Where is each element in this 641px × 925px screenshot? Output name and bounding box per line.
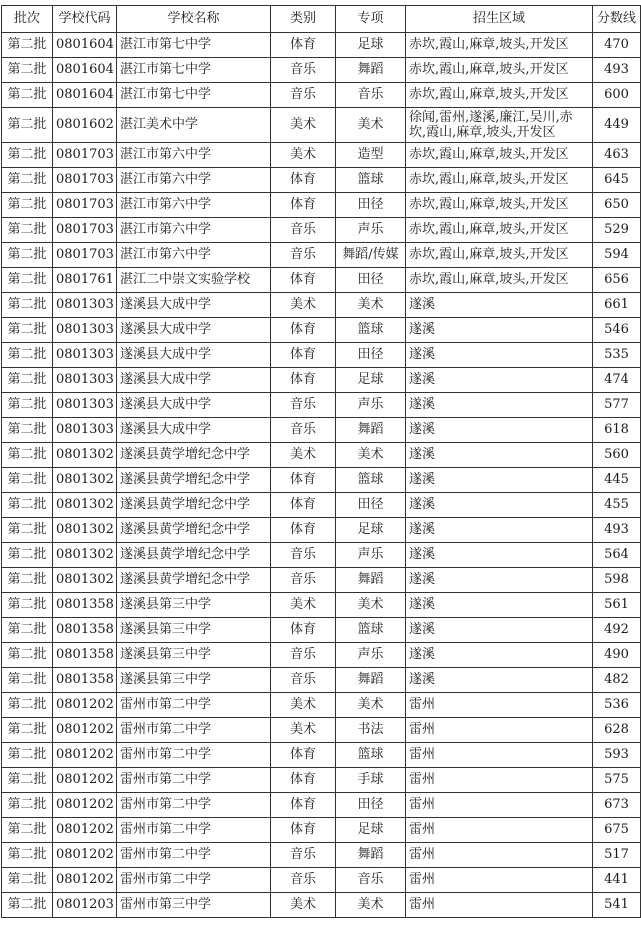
- category-cell: 音乐: [271, 83, 336, 108]
- specialty-cell: 足球: [336, 818, 406, 843]
- school-code-cell: 0801358: [53, 593, 117, 618]
- enrollment-area-cell: 遂溪: [406, 418, 593, 443]
- school-name-cell: 雷州市第三中学: [117, 893, 271, 918]
- score-line-cell: 656: [593, 268, 641, 293]
- batch-cell: 第二批: [2, 718, 53, 743]
- score-line-cell: 564: [593, 543, 641, 568]
- enrollment-area-cell: 遂溪: [406, 393, 593, 418]
- category-cell: 体育: [271, 493, 336, 518]
- category-cell: 美术: [271, 143, 336, 168]
- school-code-cell: 0801604: [53, 58, 117, 83]
- school-code-cell: 0801302: [53, 568, 117, 593]
- category-cell: 音乐: [271, 393, 336, 418]
- table-row: [2, 893, 641, 918]
- category-cell: 美术: [271, 693, 336, 718]
- enrollment-area-cell: 赤坎,霞山,麻章,坡头,开发区: [406, 33, 593, 58]
- header-score-line: 分数线: [593, 6, 641, 33]
- batch-cell: 第二批: [2, 793, 53, 818]
- category-cell: 体育: [271, 268, 336, 293]
- table-row: [2, 818, 641, 843]
- school-code-cell: 0801302: [53, 493, 117, 518]
- category-cell: 美术: [271, 893, 336, 918]
- school-name-cell: 遂溪县黄学增纪念中学: [117, 493, 271, 518]
- specialty-cell: 舞蹈: [336, 843, 406, 868]
- category-cell: 音乐: [271, 668, 336, 693]
- score-line-cell: 455: [593, 493, 641, 518]
- table-row: [2, 793, 641, 818]
- specialty-cell: 田径: [336, 493, 406, 518]
- score-line-cell: 536: [593, 693, 641, 718]
- table-row: [2, 718, 641, 743]
- specialty-cell: 舞蹈: [336, 568, 406, 593]
- score-line-cell: 577: [593, 393, 641, 418]
- score-line-cell: 645: [593, 168, 641, 193]
- enrollment-area-cell: 赤坎,霞山,麻章,坡头,开发区: [406, 58, 593, 83]
- enrollment-area-cell: 遂溪: [406, 643, 593, 668]
- enrollment-area-cell: 赤坎,霞山,麻章,坡头,开发区: [406, 268, 593, 293]
- batch-cell: 第二批: [2, 58, 53, 83]
- school-name-cell: 遂溪县黄学增纪念中学: [117, 568, 271, 593]
- table-row: [2, 218, 641, 243]
- score-line-cell: 546: [593, 318, 641, 343]
- batch-cell: 第二批: [2, 568, 53, 593]
- school-code-cell: 0801604: [53, 83, 117, 108]
- specialty-cell: 田径: [336, 193, 406, 218]
- score-line-cell: 661: [593, 293, 641, 318]
- table-row: [2, 293, 641, 318]
- category-cell: 体育: [271, 743, 336, 768]
- batch-cell: 第二批: [2, 443, 53, 468]
- enrollment-area-cell: 赤坎,霞山,麻章,坡头,开发区: [406, 243, 593, 268]
- category-cell: 音乐: [271, 643, 336, 668]
- batch-cell: 第二批: [2, 268, 53, 293]
- school-code-cell: 0801202: [53, 718, 117, 743]
- table-row: [2, 243, 641, 268]
- score-line-cell: 673: [593, 793, 641, 818]
- table-row: [2, 368, 641, 393]
- school-name-cell: 雷州市第二中学: [117, 743, 271, 768]
- specialty-cell: 篮球: [336, 318, 406, 343]
- school-code-cell: 0801303: [53, 293, 117, 318]
- score-line-cell: 492: [593, 618, 641, 643]
- enrollment-area-cell: 雷州: [406, 743, 593, 768]
- score-line-cell: 600: [593, 83, 641, 108]
- specialty-cell: 舞蹈: [336, 668, 406, 693]
- table-row: [2, 58, 641, 83]
- category-cell: 体育: [271, 193, 336, 218]
- table-row: [2, 568, 641, 593]
- specialty-cell: 篮球: [336, 618, 406, 643]
- table-row: [2, 843, 641, 868]
- enrollment-area-cell: 赤坎,霞山,麻章,坡头,开发区: [406, 218, 593, 243]
- batch-cell: 第二批: [2, 83, 53, 108]
- category-cell: 美术: [271, 293, 336, 318]
- specialty-cell: 音乐: [336, 83, 406, 108]
- category-cell: 体育: [271, 768, 336, 793]
- table-row: [2, 493, 641, 518]
- score-line-cell: 517: [593, 843, 641, 868]
- specialty-cell: 篮球: [336, 168, 406, 193]
- score-line-cell: 628: [593, 718, 641, 743]
- specialty-cell: 舞蹈: [336, 418, 406, 443]
- batch-cell: 第二批: [2, 743, 53, 768]
- school-code-cell: 0801302: [53, 443, 117, 468]
- score-line-cell: 575: [593, 768, 641, 793]
- school-name-cell: 遂溪县黄学增纪念中学: [117, 468, 271, 493]
- school-name-cell: 雷州市第二中学: [117, 818, 271, 843]
- school-code-cell: 0801202: [53, 793, 117, 818]
- school-name-cell: 遂溪县黄学增纪念中学: [117, 443, 271, 468]
- category-cell: 体育: [271, 168, 336, 193]
- specialty-cell: 书法: [336, 718, 406, 743]
- batch-cell: 第二批: [2, 693, 53, 718]
- enrollment-area-cell: 雷州: [406, 693, 593, 718]
- specialty-cell: 舞蹈/传媒: [336, 243, 406, 268]
- school-code-cell: 0801203: [53, 893, 117, 918]
- table-row: [2, 418, 641, 443]
- school-name-cell: 雷州市第二中学: [117, 768, 271, 793]
- category-cell: 体育: [271, 343, 336, 368]
- admission-score-table: [1, 5, 641, 918]
- table-row: [2, 593, 641, 618]
- specialty-cell: 足球: [336, 368, 406, 393]
- specialty-cell: 美术: [336, 443, 406, 468]
- table-row: [2, 643, 641, 668]
- school-name-cell: 湛江市第七中学: [117, 33, 271, 58]
- school-name-cell: 遂溪县大成中学: [117, 293, 271, 318]
- score-line-cell: 593: [593, 743, 641, 768]
- table-row: [2, 693, 641, 718]
- specialty-cell: 造型: [336, 143, 406, 168]
- category-cell: 美术: [271, 718, 336, 743]
- school-code-cell: 0801761: [53, 268, 117, 293]
- score-line-cell: 441: [593, 868, 641, 893]
- score-line-cell: 449: [593, 108, 641, 143]
- school-code-cell: 0801303: [53, 318, 117, 343]
- school-name-cell: 湛江市第七中学: [117, 58, 271, 83]
- table-row: [2, 83, 641, 108]
- enrollment-area-cell: 遂溪: [406, 293, 593, 318]
- category-cell: 音乐: [271, 58, 336, 83]
- enrollment-area-cell: 遂溪: [406, 468, 593, 493]
- table-row: [2, 743, 641, 768]
- score-line-cell: 535: [593, 343, 641, 368]
- header-school-code: 学校代码: [53, 6, 117, 33]
- category-cell: 体育: [271, 468, 336, 493]
- specialty-cell: 田径: [336, 343, 406, 368]
- enrollment-area-cell: 赤坎,霞山,麻章,坡头,开发区: [406, 83, 593, 108]
- school-name-cell: 湛江二中崇文实验学校: [117, 268, 271, 293]
- school-code-cell: 0801202: [53, 818, 117, 843]
- category-cell: 美术: [271, 443, 336, 468]
- school-name-cell: 遂溪县第三中学: [117, 593, 271, 618]
- category-cell: 音乐: [271, 243, 336, 268]
- enrollment-area-cell: 雷州: [406, 843, 593, 868]
- school-name-cell: 遂溪县第三中学: [117, 668, 271, 693]
- school-code-cell: 0801303: [53, 393, 117, 418]
- school-code-cell: 0801358: [53, 618, 117, 643]
- school-code-cell: 0801703: [53, 143, 117, 168]
- school-name-cell: 湛江市第六中学: [117, 143, 271, 168]
- enrollment-area-cell: 遂溪: [406, 618, 593, 643]
- category-cell: 音乐: [271, 868, 336, 893]
- school-code-cell: 0801302: [53, 518, 117, 543]
- table-row: [2, 518, 641, 543]
- specialty-cell: 手球: [336, 768, 406, 793]
- batch-cell: 第二批: [2, 243, 53, 268]
- specialty-cell: 田径: [336, 268, 406, 293]
- specialty-cell: 美术: [336, 693, 406, 718]
- batch-cell: 第二批: [2, 468, 53, 493]
- specialty-cell: 舞蹈: [336, 58, 406, 83]
- score-line-cell: 650: [593, 193, 641, 218]
- school-code-cell: 0801703: [53, 218, 117, 243]
- specialty-cell: 声乐: [336, 543, 406, 568]
- header-row: [2, 6, 641, 33]
- table-row: [2, 543, 641, 568]
- batch-cell: 第二批: [2, 143, 53, 168]
- batch-cell: 第二批: [2, 418, 53, 443]
- batch-cell: 第二批: [2, 218, 53, 243]
- batch-cell: 第二批: [2, 593, 53, 618]
- category-cell: 体育: [271, 818, 336, 843]
- specialty-cell: 美术: [336, 293, 406, 318]
- school-name-cell: 湛江市第七中学: [117, 83, 271, 108]
- table-row: [2, 768, 641, 793]
- batch-cell: 第二批: [2, 843, 53, 868]
- batch-cell: 第二批: [2, 643, 53, 668]
- school-name-cell: 遂溪县大成中学: [117, 318, 271, 343]
- score-line-cell: 598: [593, 568, 641, 593]
- school-code-cell: 0801302: [53, 468, 117, 493]
- school-name-cell: 湛江市第六中学: [117, 168, 271, 193]
- category-cell: 音乐: [271, 218, 336, 243]
- school-code-cell: 0801303: [53, 418, 117, 443]
- header-category: 类别: [271, 6, 336, 33]
- table-row: [2, 318, 641, 343]
- score-line-cell: 541: [593, 893, 641, 918]
- school-name-cell: 遂溪县黄学增纪念中学: [117, 543, 271, 568]
- school-name-cell: 湛江美术中学: [117, 108, 271, 143]
- header-enrollment-area: 招生区域: [406, 6, 593, 33]
- score-line-cell: 561: [593, 593, 641, 618]
- school-code-cell: 0801604: [53, 33, 117, 58]
- category-cell: 音乐: [271, 543, 336, 568]
- school-code-cell: 0801302: [53, 543, 117, 568]
- enrollment-area-cell: 徐闻,雷州,遂溪,廉江,吴川,赤坎,霞山,麻章,坡头,开发区: [406, 108, 593, 143]
- specialty-cell: 美术: [336, 593, 406, 618]
- category-cell: 体育: [271, 33, 336, 58]
- batch-cell: 第二批: [2, 543, 53, 568]
- batch-cell: 第二批: [2, 108, 53, 143]
- school-code-cell: 0801202: [53, 768, 117, 793]
- enrollment-area-cell: 雷州: [406, 818, 593, 843]
- school-name-cell: 遂溪县大成中学: [117, 368, 271, 393]
- school-name-cell: 雷州市第二中学: [117, 693, 271, 718]
- table-row: [2, 193, 641, 218]
- category-cell: 音乐: [271, 843, 336, 868]
- school-name-cell: 雷州市第二中学: [117, 843, 271, 868]
- specialty-cell: 田径: [336, 793, 406, 818]
- batch-cell: 第二批: [2, 868, 53, 893]
- table-row: [2, 33, 641, 58]
- score-line-cell: 493: [593, 58, 641, 83]
- specialty-cell: 篮球: [336, 743, 406, 768]
- table-row: [2, 108, 641, 143]
- category-cell: 音乐: [271, 418, 336, 443]
- school-code-cell: 0801303: [53, 368, 117, 393]
- category-cell: 体育: [271, 793, 336, 818]
- category-cell: 音乐: [271, 568, 336, 593]
- table-row: [2, 393, 641, 418]
- batch-cell: 第二批: [2, 493, 53, 518]
- batch-cell: 第二批: [2, 668, 53, 693]
- school-code-cell: 0801703: [53, 168, 117, 193]
- score-line-cell: 529: [593, 218, 641, 243]
- school-code-cell: 0801703: [53, 243, 117, 268]
- batch-cell: 第二批: [2, 318, 53, 343]
- admission-score-table-container: [1, 5, 640, 918]
- batch-cell: 第二批: [2, 193, 53, 218]
- enrollment-area-cell: 遂溪: [406, 543, 593, 568]
- school-name-cell: 雷州市第二中学: [117, 868, 271, 893]
- school-name-cell: 遂溪县大成中学: [117, 343, 271, 368]
- table-body: [2, 33, 641, 918]
- enrollment-area-cell: 雷州: [406, 868, 593, 893]
- enrollment-area-cell: 遂溪: [406, 493, 593, 518]
- enrollment-area-cell: 雷州: [406, 768, 593, 793]
- score-line-cell: 482: [593, 668, 641, 693]
- table-row: [2, 468, 641, 493]
- school-code-cell: 0801358: [53, 668, 117, 693]
- enrollment-area-cell: 雷州: [406, 718, 593, 743]
- score-line-cell: 470: [593, 33, 641, 58]
- score-line-cell: 490: [593, 643, 641, 668]
- specialty-cell: 声乐: [336, 393, 406, 418]
- school-code-cell: 0801358: [53, 643, 117, 668]
- school-name-cell: 雷州市第二中学: [117, 718, 271, 743]
- batch-cell: 第二批: [2, 818, 53, 843]
- specialty-cell: 篮球: [336, 468, 406, 493]
- school-code-cell: 0801202: [53, 743, 117, 768]
- batch-cell: 第二批: [2, 393, 53, 418]
- school-name-cell: 湛江市第六中学: [117, 193, 271, 218]
- school-name-cell: 遂溪县大成中学: [117, 393, 271, 418]
- enrollment-area-cell: 赤坎,霞山,麻章,坡头,开发区: [406, 193, 593, 218]
- enrollment-area-cell: 遂溪: [406, 368, 593, 393]
- category-cell: 体育: [271, 318, 336, 343]
- specialty-cell: 足球: [336, 33, 406, 58]
- category-cell: 体育: [271, 518, 336, 543]
- batch-cell: 第二批: [2, 768, 53, 793]
- score-line-cell: 474: [593, 368, 641, 393]
- category-cell: 美术: [271, 108, 336, 143]
- enrollment-area-cell: 遂溪: [406, 518, 593, 543]
- school-code-cell: 0801202: [53, 868, 117, 893]
- score-line-cell: 618: [593, 418, 641, 443]
- table-row: [2, 668, 641, 693]
- enrollment-area-cell: 雷州: [406, 893, 593, 918]
- table-row: [2, 143, 641, 168]
- school-code-cell: 0801303: [53, 343, 117, 368]
- school-code-cell: 0801602: [53, 108, 117, 143]
- batch-cell: 第二批: [2, 893, 53, 918]
- batch-cell: 第二批: [2, 293, 53, 318]
- batch-cell: 第二批: [2, 33, 53, 58]
- category-cell: 体育: [271, 618, 336, 643]
- specialty-cell: 音乐: [336, 868, 406, 893]
- specialty-cell: 美术: [336, 108, 406, 143]
- table-row: [2, 168, 641, 193]
- table-row: [2, 268, 641, 293]
- header-specialty: 专项: [336, 6, 406, 33]
- enrollment-area-cell: 遂溪: [406, 318, 593, 343]
- school-code-cell: 0801202: [53, 693, 117, 718]
- enrollment-area-cell: 遂溪: [406, 568, 593, 593]
- enrollment-area-cell: 遂溪: [406, 343, 593, 368]
- enrollment-area-cell: 赤坎,霞山,麻章,坡头,开发区: [406, 168, 593, 193]
- school-code-cell: 0801703: [53, 193, 117, 218]
- table-row: [2, 443, 641, 468]
- header-school-name: 学校名称: [117, 6, 271, 33]
- school-code-cell: 0801202: [53, 843, 117, 868]
- batch-cell: 第二批: [2, 343, 53, 368]
- table-row: [2, 868, 641, 893]
- enrollment-area-cell: 遂溪: [406, 443, 593, 468]
- header-batch: 批次: [2, 6, 53, 33]
- score-line-cell: 560: [593, 443, 641, 468]
- batch-cell: 第二批: [2, 368, 53, 393]
- school-name-cell: 遂溪县第三中学: [117, 618, 271, 643]
- specialty-cell: 足球: [336, 518, 406, 543]
- school-name-cell: 湛江市第六中学: [117, 243, 271, 268]
- specialty-cell: 美术: [336, 893, 406, 918]
- score-line-cell: 594: [593, 243, 641, 268]
- score-line-cell: 463: [593, 143, 641, 168]
- school-name-cell: 遂溪县大成中学: [117, 418, 271, 443]
- enrollment-area-cell: 遂溪: [406, 668, 593, 693]
- score-line-cell: 445: [593, 468, 641, 493]
- specialty-cell: 声乐: [336, 643, 406, 668]
- score-line-cell: 675: [593, 818, 641, 843]
- enrollment-area-cell: 赤坎,霞山,麻章,坡头,开发区: [406, 143, 593, 168]
- specialty-cell: 声乐: [336, 218, 406, 243]
- school-name-cell: 遂溪县第三中学: [117, 643, 271, 668]
- score-line-cell: 493: [593, 518, 641, 543]
- category-cell: 体育: [271, 368, 336, 393]
- table-row: [2, 343, 641, 368]
- school-name-cell: 湛江市第六中学: [117, 218, 271, 243]
- batch-cell: 第二批: [2, 618, 53, 643]
- table-row: [2, 618, 641, 643]
- enrollment-area-cell: 雷州: [406, 793, 593, 818]
- batch-cell: 第二批: [2, 168, 53, 193]
- enrollment-area-cell: 遂溪: [406, 593, 593, 618]
- batch-cell: 第二批: [2, 518, 53, 543]
- school-name-cell: 雷州市第二中学: [117, 793, 271, 818]
- school-name-cell: 遂溪县黄学增纪念中学: [117, 518, 271, 543]
- category-cell: 美术: [271, 593, 336, 618]
